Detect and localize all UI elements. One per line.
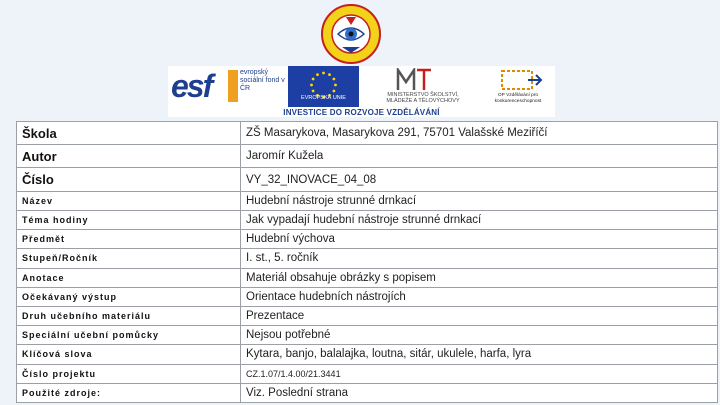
row-label: Stupeň/Ročník [17, 249, 241, 268]
row-label: Použité zdroje: [17, 383, 241, 402]
row-value: Hudební výchova [241, 230, 718, 249]
table-row [17, 230, 718, 249]
row-label: Předmět [17, 230, 241, 249]
table-row [17, 306, 718, 325]
row-label: Očekávaný výstup [17, 287, 241, 306]
eu-funding-logo-strip: esf evropský sociální fond v ČR EVROPSKÁ UNIE MINISTERSTVO ŠKOLSTVÍ, MLÁDEŽE A TĚLOVÝCHOVY OP Vzdělávání pro konkurenceschopnost INVESTICE DO ROZVOJE VZDĚLÁVÁNÍ [168, 66, 555, 117]
table-row [17, 268, 718, 287]
table-row [17, 145, 718, 168]
row-label: Anotace [17, 268, 241, 287]
row-label: Téma hodiny [17, 210, 241, 229]
table-row [17, 345, 718, 364]
project-info-table [16, 121, 718, 403]
table-row [17, 249, 718, 268]
table-row [17, 168, 718, 191]
table-row [17, 122, 718, 145]
row-label: Číslo [17, 168, 241, 191]
msmt-mark-icon [396, 68, 434, 92]
row-label: Autor [17, 145, 241, 168]
row-label: Název [17, 191, 241, 210]
table-row [17, 287, 718, 306]
table-row [17, 210, 718, 229]
row-label: Klíčová slova [17, 345, 241, 364]
row-label: Číslo projektu [17, 364, 241, 383]
row-value: Prezentace [241, 306, 718, 325]
esf-logo: esf evropský sociální fond v ČR [168, 66, 285, 107]
row-value: Nejsou potřebné [241, 326, 718, 345]
row-label: Speciální učební pomůcky [17, 326, 241, 345]
table-row [17, 383, 718, 402]
table-row [17, 191, 718, 210]
investice-banner: INVESTICE DO ROZVOJE VZDĚLÁVÁNÍ [283, 108, 440, 117]
row-value: Kytara, banjo, balalajka, loutna, sitár, ukulele, harfa, lyra [241, 345, 718, 364]
table-row [17, 364, 718, 383]
row-value: VY_32_INOVACE_04_08 [241, 168, 718, 191]
row-value: CZ.1.07/1.4.00/21.3441 [241, 364, 718, 383]
row-value: I. st., 5. ročník [241, 249, 718, 268]
op-arrow-icon [498, 68, 544, 92]
row-value: Jaromír Kužela [241, 145, 718, 168]
row-value: Viz. Poslední strana [241, 383, 718, 402]
row-label: Druh učebního materiálu [17, 306, 241, 325]
row-value: Hudební nástroje strunné drnkací [241, 191, 718, 210]
school-seal-logo [320, 3, 382, 65]
row-label: Škola [17, 122, 241, 145]
row-value: Orientace hudebních nástrojích [241, 287, 718, 306]
row-value: Jak vypadají hudební nástroje strunné drnkací [241, 210, 718, 229]
row-value: ZŠ Masarykova, Masarykova 291, 75701 Valašské Meziříčí [241, 122, 718, 145]
table-row [17, 326, 718, 345]
row-value: Materiál obsahuje obrázky s popisem [241, 268, 718, 287]
